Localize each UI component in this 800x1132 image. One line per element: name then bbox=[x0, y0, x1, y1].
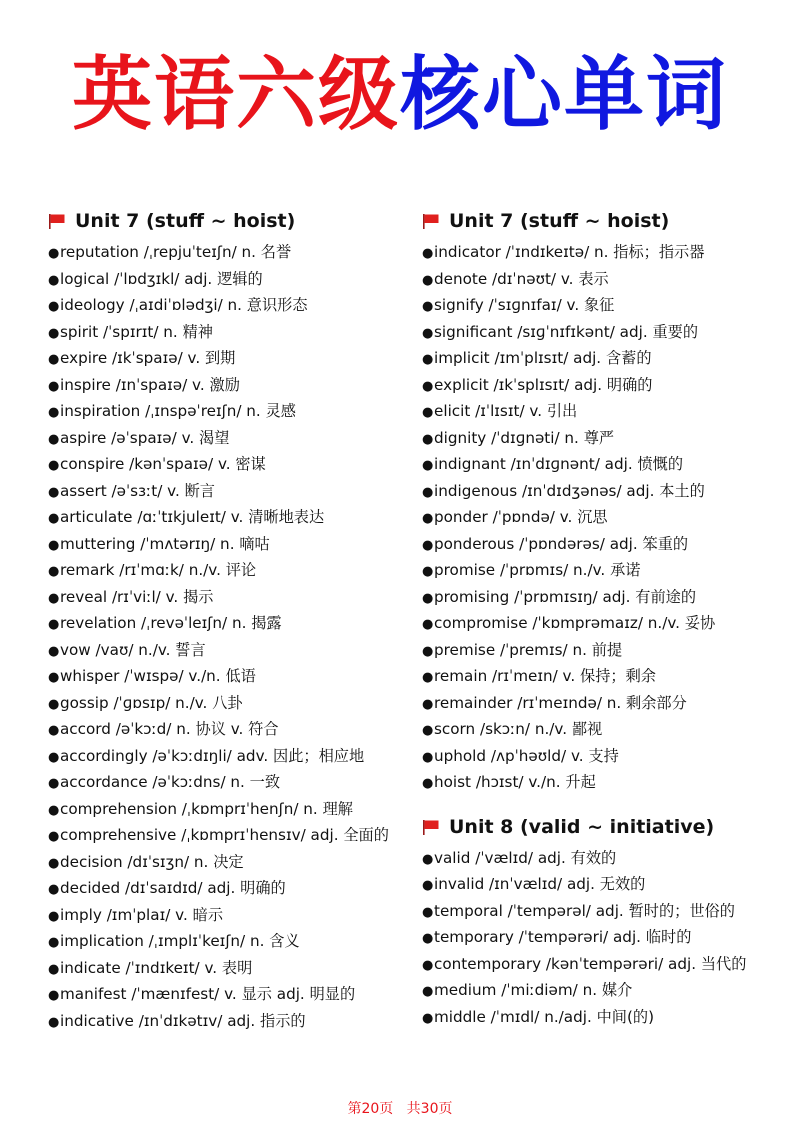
bullet-icon: ● bbox=[48, 882, 60, 897]
word-entry-text: compromise /ˈkɒmprəmaɪz/ n./v. 妥协 bbox=[434, 614, 716, 632]
section-gap bbox=[422, 796, 800, 809]
bullet-icon: ● bbox=[48, 590, 60, 606]
word-entry-text: uphold /ʌpˈhəʊld/ v. 支持 bbox=[434, 746, 619, 765]
word-entry-text: ponder /ˈpɒndə/ v. 沉思 bbox=[434, 508, 608, 526]
word-entry-text: aspire /əˈspaɪə/ v. 渴望 bbox=[60, 428, 230, 447]
word-entry-text: comprehensive /ˌkɒmprɪˈhensɪv/ adj. 全面的 bbox=[60, 826, 389, 844]
bullet-icon: ● bbox=[48, 749, 60, 765]
bullet-icon: ● bbox=[422, 851, 434, 867]
word-entry-text: reputation /ˌrepjuˈteɪʃn/ n. 名誉 bbox=[60, 243, 292, 261]
word-entry-text: temporary /ˈtempərəri/ adj. 临时的 bbox=[434, 928, 692, 946]
word-entry bbox=[48, 822, 428, 849]
word-entry bbox=[48, 398, 428, 425]
word-entry bbox=[48, 451, 428, 478]
bullet-icon: ● bbox=[422, 931, 434, 946]
bullet-icon: ● bbox=[48, 405, 60, 420]
word-entry bbox=[422, 345, 800, 372]
word-entry-text: ponderous /ˈpɒndərəs/ adj. 笨重的 bbox=[434, 534, 689, 553]
bullet-icon: ● bbox=[48, 696, 60, 712]
bullet-icon: ● bbox=[422, 1010, 434, 1026]
word-entry bbox=[48, 849, 428, 876]
bullet-icon: ● bbox=[48, 802, 60, 818]
word-entry-text: temporal /ˈtempərəl/ adj. 暂时的；世俗的 bbox=[434, 901, 735, 920]
word-entry bbox=[48, 504, 428, 531]
word-entry-text: inspiration /ˌɪnspəˈreɪʃn/ n. 灵感 bbox=[60, 402, 296, 420]
word-entry bbox=[48, 875, 428, 902]
word-entry bbox=[422, 584, 800, 611]
word-entry-text: conspire /kənˈspaɪə/ v. 密谋 bbox=[60, 455, 266, 473]
red-flag-icon bbox=[422, 213, 440, 229]
bullet-icon: ● bbox=[48, 431, 60, 447]
bullet-icon: ● bbox=[422, 776, 434, 791]
bullet-icon: ● bbox=[48, 246, 60, 261]
bullet-icon: ● bbox=[422, 957, 434, 973]
word-entry bbox=[48, 743, 428, 770]
word-entry-text: significant /sɪɡˈnɪfɪkənt/ adj. 重要的 bbox=[434, 322, 699, 341]
bullet-icon: ● bbox=[48, 908, 60, 924]
bullet-icon: ● bbox=[422, 511, 434, 526]
word-entry bbox=[422, 977, 800, 1004]
word-entry bbox=[48, 637, 428, 664]
bullet-icon: ● bbox=[48, 352, 60, 367]
word-entry-text: implicit /ɪmˈplɪsɪt/ adj. 含蓄的 bbox=[434, 349, 652, 367]
word-entry-text: indigenous /ɪnˈdɪdʒənəs/ adj. 本土的 bbox=[434, 481, 705, 500]
bullet-icon: ● bbox=[48, 299, 60, 314]
bullet-icon: ● bbox=[422, 537, 434, 553]
word-entry-text: muttering /ˈmʌtərɪŋ/ n. 嘀咕 bbox=[60, 534, 270, 553]
page-footer bbox=[0, 1098, 800, 1118]
word-entry bbox=[422, 372, 800, 399]
bullet-icon: ● bbox=[422, 405, 434, 420]
word-entry bbox=[422, 1004, 800, 1031]
bullet-icon: ● bbox=[422, 670, 434, 685]
bullet-icon: ● bbox=[422, 378, 434, 394]
word-entry bbox=[422, 637, 800, 664]
word-entry bbox=[422, 451, 800, 478]
unit-heading-text: Unit 7 (stuff ~ hoist) bbox=[75, 210, 296, 232]
word-entry bbox=[48, 955, 428, 982]
word-entry bbox=[48, 1008, 428, 1035]
word-entry bbox=[48, 531, 428, 558]
bullet-icon: ● bbox=[48, 829, 60, 844]
word-entry bbox=[422, 663, 800, 690]
bullet-icon: ● bbox=[422, 904, 434, 920]
word-list bbox=[422, 239, 800, 796]
word-entry bbox=[422, 690, 800, 717]
bullet-icon: ● bbox=[48, 935, 60, 950]
word-entry bbox=[422, 266, 800, 293]
word-entry-text: indignant /ɪnˈdɪɡnənt/ adj. 愤慨的 bbox=[434, 455, 684, 473]
word-entry-text: contemporary /kənˈtempərəri/ adj. 当代的 bbox=[434, 954, 747, 973]
bullet-icon: ● bbox=[422, 246, 434, 261]
bullet-icon: ● bbox=[48, 378, 60, 394]
word-entry-text: scorn /skɔːn/ n./v. 鄙视 bbox=[434, 720, 603, 738]
word-entry bbox=[48, 796, 428, 823]
bullet-icon: ● bbox=[48, 564, 60, 579]
bullet-icon: ● bbox=[422, 352, 434, 367]
red-flag-icon bbox=[422, 819, 440, 835]
word-entry bbox=[422, 319, 800, 346]
bullet-icon: ● bbox=[422, 431, 434, 447]
title-blue-part: 核心单词 bbox=[400, 48, 728, 141]
word-entry-text: comprehension /ˌkɒmprɪˈhenʃn/ n. 理解 bbox=[60, 799, 353, 818]
left-column bbox=[48, 203, 428, 1034]
page-title bbox=[0, 40, 800, 150]
word-entry-text: indicative /ɪnˈdɪkətɪv/ adj. 指示的 bbox=[60, 1011, 306, 1030]
word-entry-text: remark /rɪˈmɑːk/ n./v. 评论 bbox=[60, 561, 257, 579]
word-entry-text: vow /vaʊ/ n./v. 誓言 bbox=[60, 640, 206, 659]
bullet-icon: ● bbox=[422, 749, 434, 765]
word-entry-text: valid /ˈvælɪd/ adj. 有效的 bbox=[434, 848, 617, 867]
word-entry bbox=[48, 425, 428, 452]
word-entry bbox=[422, 292, 800, 319]
word-entry bbox=[422, 239, 800, 266]
word-entry bbox=[48, 981, 428, 1008]
word-entry-text: revelation /ˌrevəˈleɪʃn/ n. 揭露 bbox=[60, 614, 282, 632]
word-entry-text: remain /rɪˈmeɪn/ v. 保持；剩余 bbox=[434, 667, 656, 685]
word-entry-text: elicit /ɪˈlɪsɪt/ v. 引出 bbox=[434, 402, 578, 420]
red-flag-icon bbox=[48, 213, 66, 229]
word-entry-text: gossip /ˈɡɒsɪp/ n./v. 八卦 bbox=[60, 693, 243, 712]
word-entry-text: implication /ˌɪmplɪˈkeɪʃn/ n. 含义 bbox=[60, 932, 300, 950]
bullet-icon: ● bbox=[48, 670, 60, 685]
word-entry bbox=[48, 266, 428, 293]
bullet-icon: ● bbox=[48, 776, 60, 791]
bullet-icon: ● bbox=[422, 590, 434, 606]
bullet-icon: ● bbox=[422, 484, 434, 500]
word-entry bbox=[48, 663, 428, 690]
unit-heading bbox=[422, 809, 800, 845]
word-entry bbox=[48, 610, 428, 637]
bullet-icon: ● bbox=[48, 988, 60, 1003]
bullet-icon: ● bbox=[48, 272, 60, 288]
bullet-icon: ● bbox=[48, 617, 60, 632]
bullet-icon: ● bbox=[48, 537, 60, 553]
word-entry-text: middle /ˈmɪdl/ n./adj. 中间(的) bbox=[434, 1007, 655, 1026]
word-entry bbox=[48, 478, 428, 505]
unit-heading bbox=[48, 203, 428, 239]
word-entry-text: articulate /ɑːˈtɪkjuleɪt/ v. 清晰地表达 bbox=[60, 508, 325, 526]
word-entry-text: signify /ˈsɪɡnɪfaɪ/ v. 象征 bbox=[434, 296, 615, 314]
word-entry bbox=[48, 292, 428, 319]
word-entry-text: invalid /ɪnˈvælɪd/ adj. 无效的 bbox=[434, 875, 646, 893]
word-entry-text: accordingly /əˈkɔːdɪŋli/ adv. 因此；相应地 bbox=[60, 746, 365, 765]
word-entry-text: imply /ɪmˈplaɪ/ v. 暗示 bbox=[60, 905, 224, 924]
word-entry bbox=[422, 610, 800, 637]
word-entry bbox=[422, 716, 800, 743]
bullet-icon: ● bbox=[48, 325, 60, 341]
word-entry-text: accord /əˈkɔːd/ n. 协议 v. 符合 bbox=[60, 720, 279, 738]
word-entry bbox=[48, 716, 428, 743]
word-entry bbox=[48, 319, 428, 346]
bullet-icon: ● bbox=[422, 458, 434, 473]
unit-heading-text: Unit 7 (stuff ~ hoist) bbox=[449, 210, 670, 232]
bullet-icon: ● bbox=[422, 984, 434, 999]
word-entry-text: promising /ˈprɒmɪsɪŋ/ adj. 有前途的 bbox=[434, 587, 697, 606]
page-total: 共30页 bbox=[406, 1101, 453, 1117]
word-entry bbox=[422, 845, 800, 872]
word-entry bbox=[422, 898, 800, 925]
word-entry bbox=[48, 372, 428, 399]
word-entry bbox=[422, 478, 800, 505]
word-entry-text: promise /ˈprɒmɪs/ n./v. 承诺 bbox=[434, 561, 641, 579]
word-entry bbox=[48, 902, 428, 929]
word-entry-text: dignity /ˈdɪɡnəti/ n. 尊严 bbox=[434, 428, 615, 447]
page-number: 第20页 bbox=[347, 1101, 394, 1117]
bullet-icon: ● bbox=[48, 723, 60, 738]
word-entry bbox=[422, 871, 800, 898]
word-entry-text: ideology /ˌaɪdiˈɒlədʒi/ n. 意识形态 bbox=[60, 296, 308, 314]
word-entry-text: reveal /rɪˈviːl/ v. 揭示 bbox=[60, 587, 214, 606]
word-list bbox=[422, 845, 800, 1031]
title-red-part: 英语六级 bbox=[72, 48, 400, 141]
word-entry-text: decided /dɪˈsaɪdɪd/ adj. 明确的 bbox=[60, 879, 286, 897]
word-entry bbox=[422, 425, 800, 452]
word-entry bbox=[48, 239, 428, 266]
word-entry-text: indicate /ˈɪndɪkeɪt/ v. 表明 bbox=[60, 958, 253, 977]
word-entry-text: decision /dɪˈsɪʒn/ n. 决定 bbox=[60, 852, 244, 871]
bullet-icon: ● bbox=[48, 511, 60, 526]
word-entry-text: spirit /ˈspɪrɪt/ n. 精神 bbox=[60, 322, 213, 341]
word-entry bbox=[422, 951, 800, 978]
word-entry bbox=[422, 531, 800, 558]
bullet-icon: ● bbox=[48, 1014, 60, 1030]
word-entry-text: inspire /ɪnˈspaɪə/ v. 激励 bbox=[60, 375, 240, 394]
word-entry bbox=[48, 557, 428, 584]
word-list bbox=[48, 239, 428, 1034]
word-entry bbox=[422, 504, 800, 531]
unit-heading-text: Unit 8 (valid ~ initiative) bbox=[449, 815, 715, 838]
word-entry-text: logical /ˈlɒdʒɪkl/ adj. 逻辑的 bbox=[60, 269, 263, 288]
word-entry bbox=[48, 584, 428, 611]
word-entry bbox=[422, 924, 800, 951]
word-entry bbox=[422, 398, 800, 425]
word-entry-text: expire /ɪkˈspaɪə/ v. 到期 bbox=[60, 349, 236, 367]
word-entry bbox=[422, 743, 800, 770]
word-entry-text: assert /əˈsɜːt/ v. 断言 bbox=[60, 481, 215, 500]
bullet-icon: ● bbox=[422, 272, 434, 288]
bullet-icon: ● bbox=[422, 723, 434, 738]
word-entry bbox=[48, 345, 428, 372]
word-entry-text: indicator /ˈɪndɪkeɪtə/ n. 指标；指示器 bbox=[434, 243, 705, 261]
bullet-icon: ● bbox=[422, 878, 434, 893]
word-entry-text: remainder /rɪˈmeɪndə/ n. 剩余部分 bbox=[434, 693, 687, 712]
bullet-icon: ● bbox=[48, 458, 60, 473]
bullet-icon: ● bbox=[48, 484, 60, 500]
word-entry-text: denote /dɪˈnəʊt/ v. 表示 bbox=[434, 269, 609, 288]
word-entry-text: medium /ˈmiːdiəm/ n. 媒介 bbox=[434, 981, 633, 999]
word-entry bbox=[422, 557, 800, 584]
word-entry-text: premise /ˈpremɪs/ n. 前提 bbox=[434, 640, 623, 659]
bullet-icon: ● bbox=[48, 961, 60, 977]
word-entry-text: hoist /hɔɪst/ v./n. 升起 bbox=[434, 773, 596, 791]
word-entry bbox=[48, 769, 428, 796]
word-entry-text: whisper /ˈwɪspə/ v./n. 低语 bbox=[60, 667, 256, 685]
bullet-icon: ● bbox=[48, 855, 60, 871]
bullet-icon: ● bbox=[422, 617, 434, 632]
bullet-icon: ● bbox=[48, 643, 60, 659]
bullet-icon: ● bbox=[422, 696, 434, 712]
word-entry-text: accordance /əˈkɔːdns/ n. 一致 bbox=[60, 773, 281, 791]
word-entry bbox=[48, 690, 428, 717]
bullet-icon: ● bbox=[422, 643, 434, 659]
word-entry bbox=[48, 928, 428, 955]
bullet-icon: ● bbox=[422, 564, 434, 579]
word-entry-text: explicit /ɪkˈsplɪsɪt/ adj. 明确的 bbox=[434, 375, 653, 394]
right-column bbox=[422, 203, 800, 1030]
bullet-icon: ● bbox=[422, 299, 434, 314]
word-entry-text: manifest /ˈmænɪfest/ v. 显示 adj. 明显的 bbox=[60, 985, 356, 1003]
word-entry bbox=[422, 769, 800, 796]
unit-heading bbox=[422, 203, 800, 239]
bullet-icon: ● bbox=[422, 325, 434, 341]
